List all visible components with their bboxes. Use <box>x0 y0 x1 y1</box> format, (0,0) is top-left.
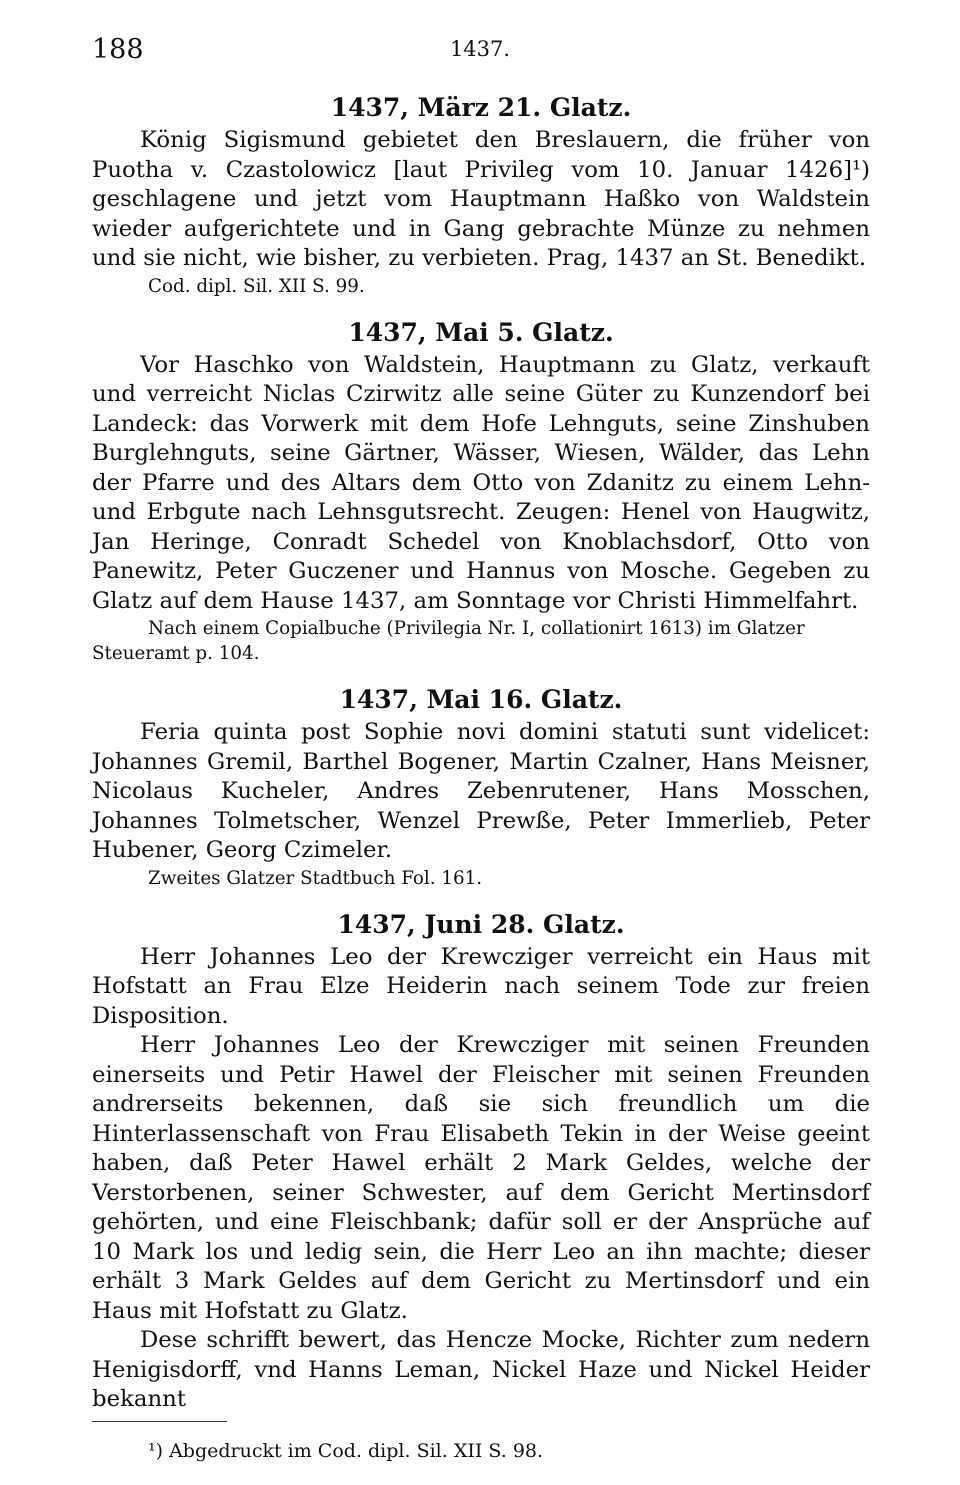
entry-paragraph: Feria quinta post Sophie novi domini statuti sunt videlicet: Johannes Gremil, Barthel Bogener, Martin Czalner, Hans Meisner, Nicolaus Kucheler, Andres Zebenrutener, Hans Mosschen, Johannes Tolmetscher, Wenzel Prewße, Peter Immerlieb, Peter Hubener, Georg Czimeler. <box>92 719 870 863</box>
entry-heading: 1437, Mai 16. Glatz. <box>339 685 623 714</box>
entry-heading: 1437, Juni 28. Glatz. <box>337 909 625 939</box>
running-head-year: 1437. <box>449 37 511 61</box>
main-text <box>92 92 870 1433</box>
footnote: ¹) Abgedruckt im Cod. dipl. Sil. XII S. 98. <box>148 1440 544 1462</box>
running-head <box>92 34 868 74</box>
entry-paragraph: König Sigismund gebietet den Breslauern, die früher von Puotha v. Czastolowicz [laut Privileg vom 10. Januar 1426]¹) geschlagene und jetzt vom Hauptmann Haßko von Waldstein wieder aufgerichtete und in Gang gebrachte Münze zu nehmen und sie nicht, wie bisher, zu verbieten. Prag, 1437 an St. Benedikt. <box>92 127 870 271</box>
entry-heading: 1437, Mai 5. Glatz. <box>348 317 614 347</box>
entry-source: Nach einem Copialbuche (Privilegia Nr. I, collationirt 1613) im Glatzer Steueramt p. 104. <box>92 618 805 664</box>
entry-heading: 1437, März 21. Glatz. <box>330 93 632 122</box>
entry-paragraph: Dese schrifft bewert, das Hencze Mocke, Richter zum nedern Henigisdorff, vnd Hanns Leman, Nickel Haze und Nickel Heider bekannt <box>92 1327 870 1412</box>
entry-source: Cod. dipl. Sil. XII S. 99. <box>148 275 365 297</box>
entry <box>92 317 870 667</box>
entry-paragraph: Herr Johannes Leo der Krewcziger mit seinen Freunden einerseits und Petir Hawel der Fleischer mit seinen Freunden andrerseits bekennen, daß sie sich freundlich um die Hinterlassenschaft von Frau Elisabeth Tekin in der Weise geeint haben, daß Peter Hawel erhält 2 Mark Geldes, welche der Verstorbenen, seiner Schwester, auf dem Gericht Mertinsdorf gehörten, und eine Fleischbank; dafür soll er der Ansprüche auf 10 Mark los und ledig sein, die Herr Leo an ihn machte; dieser erhält 3 Mark Geldes auf dem Gericht zu Mertinsdorf und ein Haus mit Hofstatt zu Glatz. <box>92 1032 870 1324</box>
page-number: 188 <box>92 34 144 65</box>
entry <box>92 909 870 1415</box>
entry-paragraph: Herr Johannes Leo der Krewcziger verreicht ein Haus mit Hofstatt an Frau Elze Heiderin nach seinem Tode zur freien Disposition. <box>92 943 870 1029</box>
entry-source: Zweites Glatzer Stadtbuch Fol. 161. <box>148 867 483 889</box>
entry-paragraph: Vor Haschko von Waldstein, Hauptmann zu Glatz, verkauft und verreicht Niclas Czirwitz alle seine Güter zu Kunzendorf bei Landeck: das Vorwerk mit dem Hofe Lehnguts, seine Zinshuben Burglehnguts, seine Gärtner, Wässer, Wiesen, Wälder, das Lehn der Pfarre und des Altars dem Otto von Zdanitz zu einem Lehn- und Erbgute nach Lehnsgutsrecht. Zeugen: Henel von Haugwitz, Jan Heringe, Conradt Schedel von Knoblachsdorf, Otto von Panewitz, Peter Guczener und Hannus von Mosche. Gegeben zu Glatz auf dem Hause 1437, am Sonntage vor Christi Himmelfahrt. <box>92 351 870 614</box>
footnote-divider <box>92 1421 227 1422</box>
entry <box>92 684 870 891</box>
entry <box>92 92 870 299</box>
